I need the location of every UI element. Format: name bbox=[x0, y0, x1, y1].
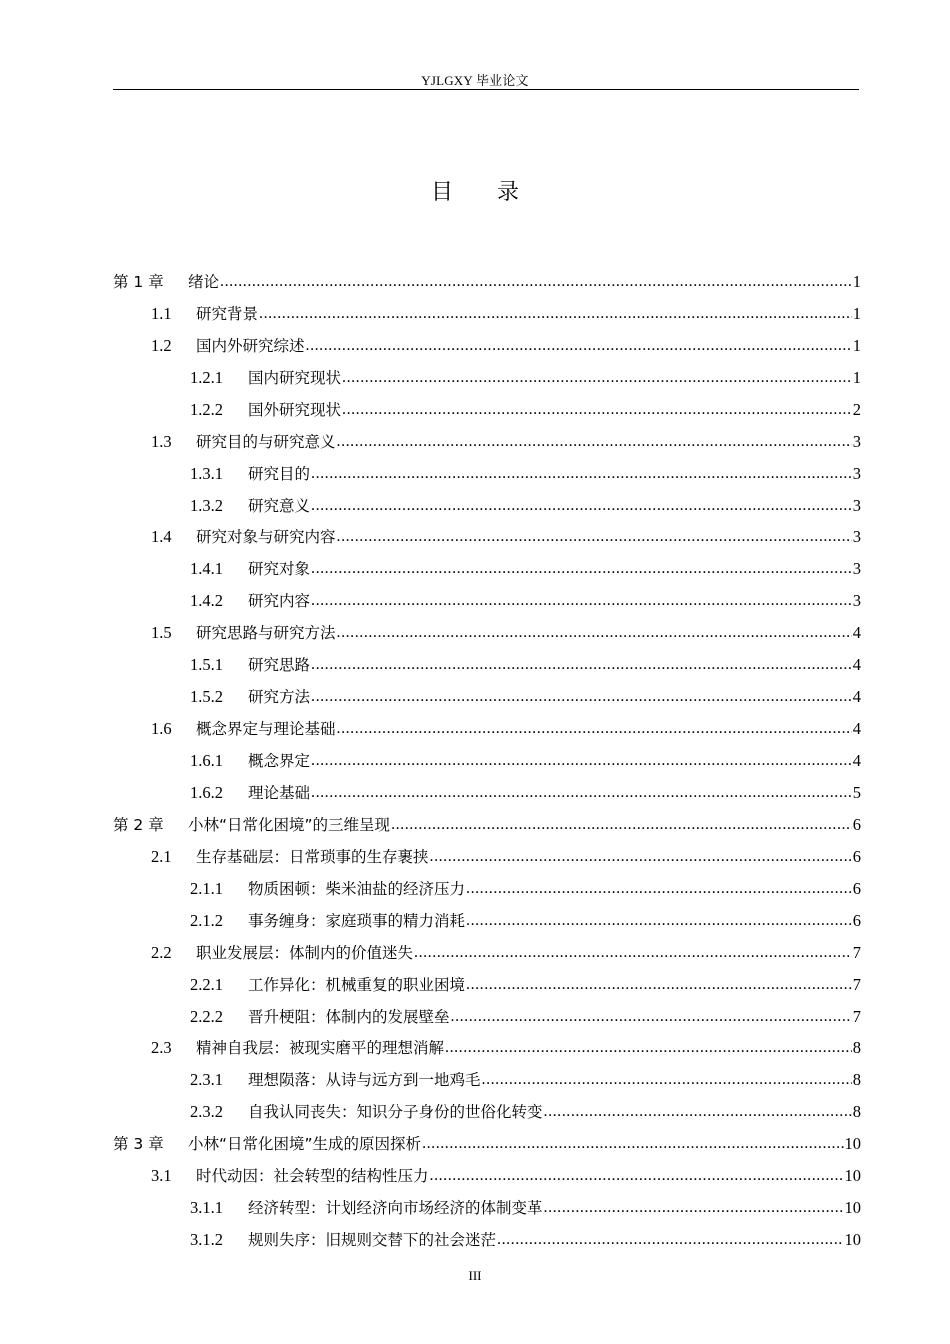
toc-entry-title: 晋升梗阻：体制内的发展壁垒 bbox=[248, 1007, 450, 1026]
toc-entry-number: 1.3 bbox=[151, 431, 172, 451]
toc-dot-leader bbox=[311, 559, 852, 579]
toc-dot-leader bbox=[342, 368, 852, 388]
toc-entry-page: 5 bbox=[852, 782, 861, 802]
toc-entry-page: 1 bbox=[852, 335, 861, 355]
toc-subsection-entry[interactable] bbox=[113, 553, 861, 585]
toc-entry-page: 8 bbox=[852, 1102, 861, 1122]
toc-section-entry[interactable] bbox=[113, 330, 861, 362]
toc-section-entry[interactable] bbox=[113, 841, 861, 873]
toc-entry-page: 6 bbox=[852, 846, 861, 866]
toc-entry-title: 研究目的与研究意义 bbox=[196, 432, 336, 451]
toc-subsection-entry[interactable] bbox=[113, 1192, 861, 1224]
toc-subsection-entry[interactable] bbox=[113, 681, 861, 713]
toc-dot-leader bbox=[311, 687, 852, 707]
toc-entry-page: 4 bbox=[852, 719, 861, 739]
toc-entry-title: 经济转型：计划经济向市场经济的体制变革 bbox=[248, 1199, 543, 1218]
toc-subsection-entry[interactable] bbox=[113, 969, 861, 1001]
toc-entry-page: 10 bbox=[844, 1134, 861, 1154]
toc-dot-leader bbox=[482, 1070, 852, 1090]
toc-entry-page: 3 bbox=[852, 463, 861, 483]
toc-subsection-entry[interactable] bbox=[113, 649, 861, 681]
toc-entry-page: 4 bbox=[852, 655, 861, 675]
toc-entry-number: 3.1 bbox=[151, 1166, 172, 1186]
toc-entry-page: 1 bbox=[852, 303, 861, 323]
toc-entry-number: 3.1.2 bbox=[190, 1230, 223, 1250]
toc-entry-title: 精神自我层：被现实磨平的理想消解 bbox=[196, 1039, 445, 1058]
toc-dot-leader bbox=[311, 655, 852, 675]
toc-entry-page: 1 bbox=[852, 271, 861, 291]
toc-section-entry[interactable] bbox=[113, 522, 861, 554]
toc-entry-title: 国内外研究综述 bbox=[196, 336, 305, 355]
toc-dot-leader bbox=[430, 847, 852, 867]
footer-page-number: III bbox=[468, 1268, 482, 1283]
toc-chapter-entry[interactable] bbox=[113, 266, 861, 298]
running-header: YJLGXY 毕业论文 bbox=[421, 73, 529, 88]
toc-entry-title: 国外研究现状 bbox=[248, 400, 342, 419]
toc-entry-title: 研究对象 bbox=[248, 560, 311, 579]
toc-subsection-entry[interactable] bbox=[113, 362, 861, 394]
toc-entry-title: 物质困顿：柴米油盐的经济压力 bbox=[248, 879, 466, 898]
toc-dot-leader bbox=[544, 1198, 844, 1218]
toc-entry-number: 1.3.1 bbox=[190, 463, 223, 483]
toc-entry-title: 概念界定 bbox=[248, 752, 311, 771]
toc-entry-number: 1.4.2 bbox=[190, 591, 223, 611]
toc-entry-title: 事务缠身：家庭琐事的精力消耗 bbox=[248, 911, 466, 930]
toc-dot-leader bbox=[220, 272, 852, 292]
toc-entry-number: 1.4 bbox=[151, 527, 172, 547]
toc-entry-page: 7 bbox=[852, 942, 861, 962]
toc-dot-leader bbox=[342, 400, 852, 420]
toc-entry-page: 8 bbox=[852, 1070, 861, 1090]
toc-dot-leader bbox=[466, 879, 852, 899]
toc-entry-title: 小林“日常化困境”的三维呈现 bbox=[188, 815, 391, 834]
toc-entry-title: 研究意义 bbox=[248, 496, 311, 515]
toc-entry-title: 职业发展层：体制内的价值迷失 bbox=[196, 943, 414, 962]
toc-subsection-entry[interactable] bbox=[113, 1224, 861, 1256]
toc-entry-title: 国内研究现状 bbox=[248, 368, 342, 387]
toc-entry-number: 2.3 bbox=[151, 1038, 172, 1058]
toc-subsection-entry[interactable] bbox=[113, 394, 861, 426]
toc-dot-leader bbox=[311, 591, 852, 611]
toc-subsection-entry[interactable] bbox=[113, 490, 861, 522]
toc-entry-page: 7 bbox=[852, 1006, 861, 1026]
toc-subsection-entry[interactable] bbox=[113, 458, 861, 490]
toc-entry-title: 研究方法 bbox=[248, 688, 311, 707]
toc-dot-leader bbox=[422, 1134, 843, 1154]
toc-subsection-entry[interactable] bbox=[113, 777, 861, 809]
toc-dot-leader bbox=[337, 527, 852, 547]
toc-entry-number: 2.2.1 bbox=[190, 974, 223, 994]
toc-entry-title: 规则失序：旧规则交替下的社会迷茫 bbox=[248, 1231, 497, 1250]
toc-entry-number: 1.5.1 bbox=[190, 655, 223, 675]
toc-entry-number: 1.6 bbox=[151, 719, 172, 739]
toc-entry-title: 研究背景 bbox=[196, 304, 259, 323]
toc-entry-number: 2.3.2 bbox=[190, 1102, 223, 1122]
toc-dot-leader bbox=[391, 815, 852, 835]
toc-section-entry[interactable] bbox=[113, 617, 861, 649]
toc-entry-number: 2.1.2 bbox=[190, 910, 223, 930]
toc-entry-title: 生存基础层：日常琐事的生存裹挟 bbox=[196, 847, 429, 866]
toc-entry-number: 2.1.1 bbox=[190, 878, 223, 898]
toc-section-entry[interactable] bbox=[113, 713, 861, 745]
toc-entry-title: 概念界定与理论基础 bbox=[196, 720, 336, 739]
toc-dot-leader bbox=[311, 464, 852, 484]
toc-entry-page: 10 bbox=[844, 1166, 861, 1186]
toc-entry-title: 理想陨落：从诗与远方到一地鸡毛 bbox=[248, 1071, 481, 1090]
toc-dot-leader bbox=[466, 911, 852, 931]
toc-dot-leader bbox=[451, 1007, 852, 1027]
toc-entry-page: 6 bbox=[852, 814, 861, 834]
table-of-contents bbox=[113, 266, 861, 1256]
toc-section-entry[interactable] bbox=[113, 426, 861, 458]
toc-dot-leader bbox=[306, 336, 852, 356]
toc-entry-number: 1.2.1 bbox=[190, 367, 223, 387]
toc-dot-leader bbox=[414, 943, 852, 963]
toc-entry-number: 第 3 章 bbox=[113, 1135, 164, 1154]
toc-entry-page: 6 bbox=[852, 878, 861, 898]
toc-entry-title: 工作异化：机械重复的职业困境 bbox=[248, 975, 466, 994]
toc-chapter-entry[interactable] bbox=[113, 809, 861, 841]
toc-subsection-entry[interactable] bbox=[113, 1096, 861, 1128]
header-rule bbox=[113, 89, 859, 90]
toc-entry-page: 10 bbox=[844, 1198, 861, 1218]
toc-entry-number: 1.3.2 bbox=[190, 495, 223, 515]
toc-subsection-entry[interactable] bbox=[113, 905, 861, 937]
toc-entry-title: 时代动因：社会转型的结构性压力 bbox=[196, 1167, 429, 1186]
toc-entry-title: 研究对象与研究内容 bbox=[196, 528, 336, 547]
toc-entry-number: 2.2 bbox=[151, 942, 172, 962]
toc-entry-page: 3 bbox=[852, 495, 861, 515]
toc-subsection-entry[interactable] bbox=[113, 873, 861, 905]
toc-entry-page: 10 bbox=[844, 1230, 861, 1250]
toc-dot-leader bbox=[466, 975, 852, 995]
toc-entry-number: 1.6.2 bbox=[190, 782, 223, 802]
toc-dot-leader bbox=[337, 432, 852, 452]
toc-entry-number: 1.5.2 bbox=[190, 687, 223, 707]
toc-entry-number: 1.1 bbox=[151, 303, 172, 323]
toc-entry-number: 1.2 bbox=[151, 335, 172, 355]
toc-entry-title: 小林“日常化困境”生成的原因探析 bbox=[188, 1135, 422, 1154]
toc-entry-number: 3.1.1 bbox=[190, 1198, 223, 1218]
toc-entry-title: 研究内容 bbox=[248, 592, 311, 611]
toc-section-entry[interactable] bbox=[113, 1160, 861, 1192]
toc-entry-number: 第 2 章 bbox=[113, 815, 164, 834]
toc-section-entry[interactable] bbox=[113, 1033, 861, 1065]
toc-dot-leader bbox=[445, 1038, 852, 1058]
toc-entry-number: 1.6.1 bbox=[190, 751, 223, 771]
toc-dot-leader bbox=[311, 751, 852, 771]
toc-entry-page: 4 bbox=[852, 623, 861, 643]
toc-chapter-entry[interactable] bbox=[113, 1128, 861, 1160]
toc-entry-number: 2.2.2 bbox=[190, 1006, 223, 1026]
toc-subsection-entry[interactable] bbox=[113, 585, 861, 617]
toc-entry-title: 自我认同丧失：知识分子身份的世俗化转变 bbox=[248, 1103, 543, 1122]
toc-dot-leader bbox=[311, 496, 852, 516]
toc-entry-page: 3 bbox=[852, 559, 861, 579]
toc-entry-number: 第 1 章 bbox=[113, 272, 164, 291]
toc-section-entry[interactable] bbox=[113, 937, 861, 969]
toc-entry-page: 3 bbox=[852, 591, 861, 611]
toc-entry-title: 研究思路与研究方法 bbox=[196, 624, 336, 643]
toc-subsection-entry[interactable] bbox=[113, 745, 861, 777]
toc-entry-page: 1 bbox=[852, 367, 861, 387]
toc-entry-number: 1.2.2 bbox=[190, 399, 223, 419]
toc-entry-number: 2.3.1 bbox=[190, 1070, 223, 1090]
toc-entry-page: 6 bbox=[852, 910, 861, 930]
toc-dot-leader bbox=[337, 719, 852, 739]
toc-entry-title: 理论基础 bbox=[248, 783, 311, 802]
toc-dot-leader bbox=[497, 1230, 843, 1250]
toc-entry-page: 3 bbox=[852, 431, 861, 451]
toc-entry-page: 7 bbox=[852, 974, 861, 994]
toc-entry-page: 2 bbox=[852, 399, 861, 419]
toc-subsection-entry[interactable] bbox=[113, 1001, 861, 1033]
toc-entry-number: 1.4.1 bbox=[190, 559, 223, 579]
toc-entry-number: 2.1 bbox=[151, 846, 172, 866]
toc-dot-leader bbox=[544, 1102, 852, 1122]
toc-subsection-entry[interactable] bbox=[113, 1064, 861, 1096]
toc-dot-leader bbox=[337, 623, 852, 643]
toc-dot-leader bbox=[311, 783, 852, 803]
toc-entry-number: 1.5 bbox=[151, 623, 172, 643]
page-title: 目 录 bbox=[430, 180, 519, 205]
toc-entry-title: 绪论 bbox=[188, 272, 220, 291]
toc-section-entry[interactable] bbox=[113, 298, 861, 330]
toc-dot-leader bbox=[430, 1166, 844, 1186]
toc-entry-page: 8 bbox=[852, 1038, 861, 1058]
toc-dot-leader bbox=[259, 304, 852, 324]
toc-entry-page: 3 bbox=[852, 527, 861, 547]
toc-entry-title: 研究思路 bbox=[248, 656, 311, 675]
toc-entry-page: 4 bbox=[852, 751, 861, 771]
toc-entry-title: 研究目的 bbox=[248, 464, 311, 483]
toc-entry-page: 4 bbox=[852, 687, 861, 707]
